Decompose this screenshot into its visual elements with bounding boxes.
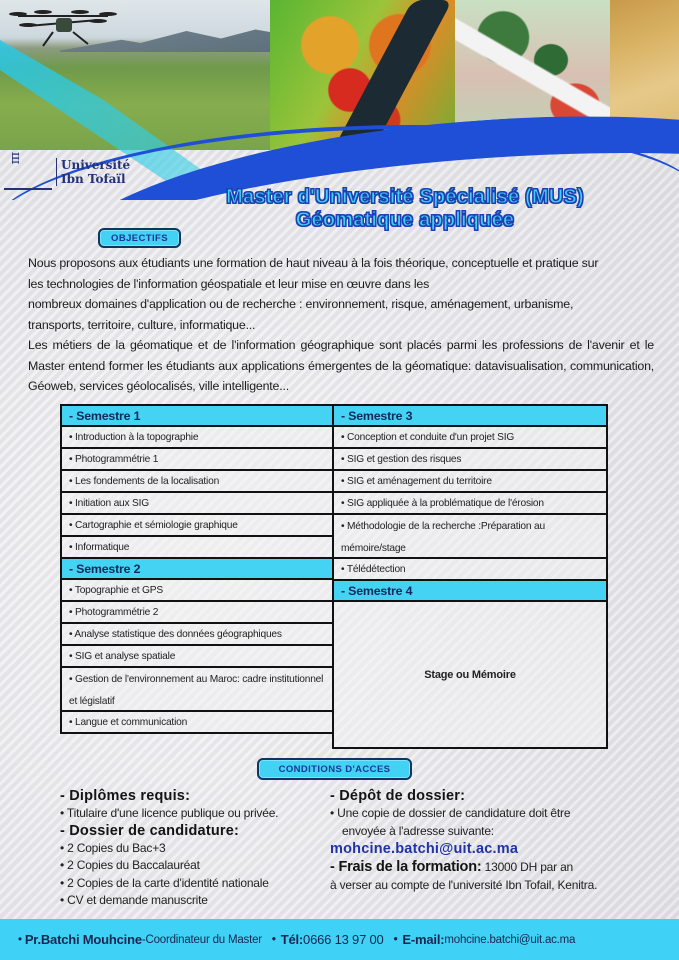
dossier-item: • CV et demande manuscrite [60,893,208,907]
conditions-left [60,788,330,910]
course-item: • Télédétection [332,557,608,581]
conditions-badge: CONDITIONS D'ACCES [257,758,412,780]
dossier-item: • 2 Copies du Bac+3 [60,840,166,855]
bullet-icon: • [393,933,398,946]
course-item: • Photogrammétrie 1 [60,447,334,471]
dossier-heading: - Dossier de candidature: [60,822,240,839]
title-line-2: Géomatique appliquée [295,209,515,231]
course-item: • Les fondements de la localisation [60,469,334,493]
course-item: • Analyse statistique des données géographiques [60,622,334,646]
course-item: • Topographie et GPS [60,578,334,602]
frais-heading: - Frais de la formation: [330,859,482,875]
depot-heading: - Dépôt de dossier: [330,788,466,804]
course-item: • Gestion de l'environnement au Maroc: cadre institutionnel et législatif [60,666,334,712]
page-title [170,186,640,232]
course-item: • Méthodologie de la recherche :Préparation au mémoire/stage [332,513,608,559]
logo-text [56,158,130,186]
course-item: • SIG appliquée à la problématique de l'érosion [332,491,608,515]
application-email-link[interactable]: mohcine.batchi@uit.ac.ma [330,841,519,857]
dossier-item: • 2 Copies du Baccalauréat [60,858,200,872]
semesters-table [60,404,608,749]
phone-number[interactable]: 0666 13 97 00 [303,932,384,947]
drone-icon [8,8,118,48]
intro-line-1: Nous proposons aux étudiants une formation de haut niveau à la fois théorique, conceptuelle et pratique sur [28,256,599,270]
logo-arabic-underline [4,180,52,190]
semester-1-header: - Semestre 1 [60,404,334,427]
frais-line-2: à verser au compte de l'université Ibn Tofail, Kenitra. [330,877,598,892]
conditions-right [330,788,650,894]
title-line-1: Master d'Université Spécialisé (MUS) [226,186,584,208]
diplomes-item: • Titulaire d'une licence publique ou privée. [60,806,279,820]
email-label: E-mail: [402,932,445,947]
logo-line-2: Ibn Tofaïl [61,172,126,186]
course-item: • Langue et communication [60,710,334,734]
semester-4-header: - Semestre 4 [332,579,608,602]
objectifs-badge: OBJECTIFS [98,228,181,248]
dossier-item: • 2 Copies de la carte d'identité nationale [60,875,269,890]
course-item: • Initiation aux SIG [60,491,334,515]
logo-line-1: Université [61,158,131,172]
bullet-icon: • [271,933,276,946]
frais-line [330,859,650,877]
intro-line-3: nombreux domaines d'application ou de recherche : environnement, risque, aménagement, urbanisme, [28,297,574,311]
intro-line-2: les technologies de l'information géospatiale et leur mise en œuvre dans les [28,276,430,291]
course-item: • SIG et gestion des risques [332,447,608,471]
footer-email-link[interactable]: mohcine.batchi@uit.ac.ma [444,933,576,946]
phone-label: Tél: [280,932,304,947]
logo-glyph: ш [8,152,23,165]
bullet-icon: • [18,933,22,946]
course-item: • Informatique [60,535,334,559]
semesters-left-column [60,404,334,749]
semester-4-content: Stage ou Mémoire [332,600,608,749]
course-item: • SIG et analyse spatiale [60,644,334,668]
course-item: • Photogrammétrie 2 [60,600,334,624]
coordinator-role: -Coordinateur du Master [141,933,262,946]
coordinator-name: Pr.Batchi Mouhcine [24,932,142,947]
diplomes-heading: - Diplômes requis: [60,788,191,804]
university-logo [4,152,130,192]
logo-emblem-icon [4,152,52,192]
frais-amount: 13000 DH par an [481,860,574,874]
semester-2-header: - Semestre 2 [60,557,334,580]
depot-line-1: • Une copie de dossier de candidature doit être [330,806,571,820]
objectives-text [28,253,654,397]
intro-line-4: transports, territoire, culture, informatique... [28,317,256,332]
course-item: • Introduction à la topographie [60,425,334,449]
intro-paragraph-2: Les métiers de la géomatique et de l'information géographique sont placés parmi les professions de l'avenir et le Master entend former les étudiants aux applications émergentes de la géomatique: datavisualisation, communication, Géoweb, services géolocalisés, ville intelligente... [28,338,654,393]
depot-line-2: envoyée à l'adresse suivante: [342,823,494,838]
semesters-right-column [332,404,608,749]
course-item: • Conception et conduite d'un projet SIG [332,425,608,449]
course-item: • SIG et aménagement du territoire [332,469,608,493]
course-item: • Cartographie et sémiologie graphique [60,513,334,537]
contact-footer [0,919,679,960]
semester-3-header: - Semestre 3 [332,404,608,427]
